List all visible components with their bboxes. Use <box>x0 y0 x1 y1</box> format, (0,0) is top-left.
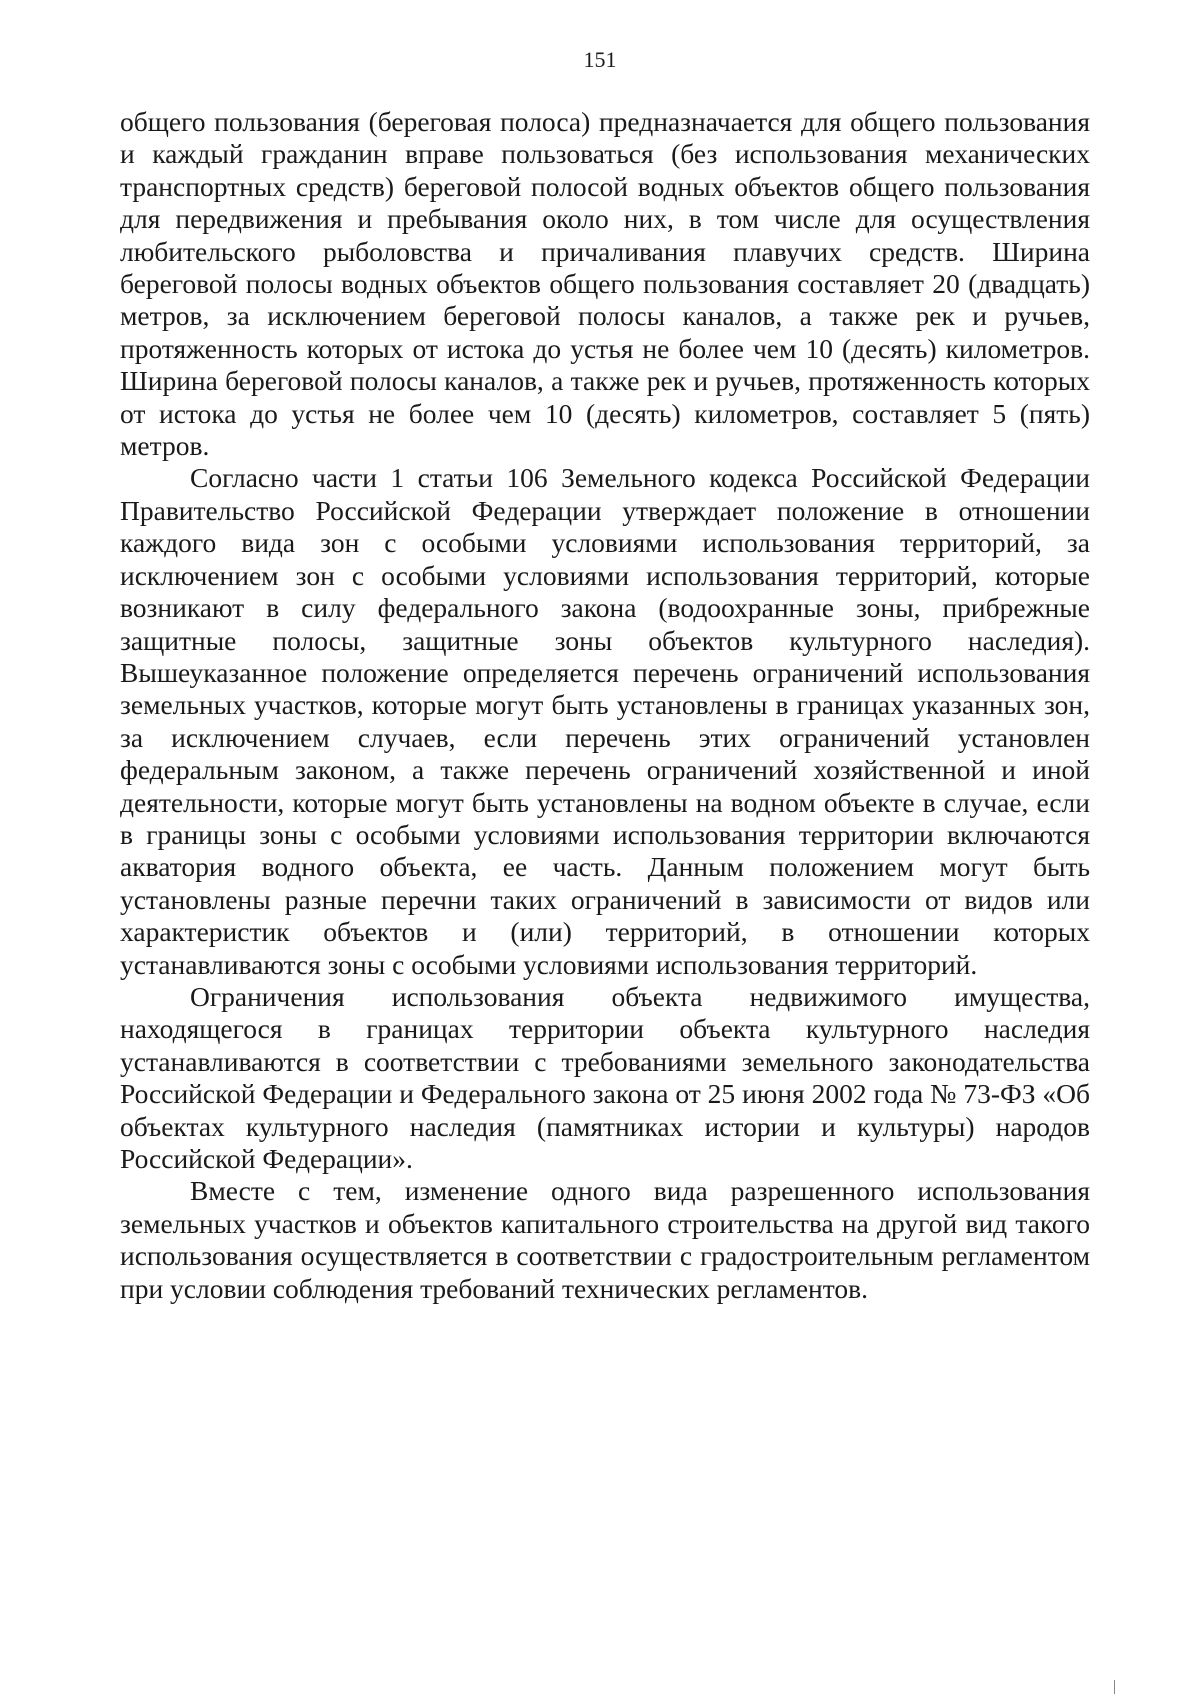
body-text <box>120 106 1090 1305</box>
paragraph-cultural-heritage: Ограничения использования объекта недвижимого имущества, находящегося в границах территории объекта культурного наследия устанавливаются в соответствии с требованиями земельного законодательства Российской Федерации и Федерального закона от 25 июня 2002 года № 73-ФЗ «Об объектах культурного наследия (памятниках истории и культуры) народов Российской Федерации». <box>120 980 1090 1174</box>
paragraph-land-code-zones: Согласно части 1 статьи 106 Земельного кодекса Российской Федерации Правительство Российской Федерации утверждает положение в отношении каждого вида зон с особыми условиями использования территорий, за исключением зон с особыми условиями использования территорий, которые возникают в силу федерального закона (водоохранные зоны, прибрежные защитные полосы, защитные зоны объектов культурного наследия). Вышеуказанное положение определяется перечень ограничений использования земельных участков, которые могут быть установлены в границах указанных зон, за исключением случаев, если перечень этих ограничений установлен федеральным законом, а также перечень ограничений хозяйственной и иной деятельности, которые могут быть установлены на водном объекте в случае, если в границы зоны с особыми условиями использования территории включаются акватория водного объекта, ее часть. Данным положением могут быть установлены разные перечни таких ограничений в зависимости от видов или характеристик объектов и (или) территорий, в отношении которых устанавливаются зоны с особыми условиями использования территорий. <box>120 462 1090 980</box>
paragraph-shore-strip: общего пользования (береговая полоса) предназначается для общего пользования и каждый гражданин вправе пользоваться (без использования механических транспортных средств) береговой полосой водных объектов общего пользования для передвижения и пребывания около них, в том числе для осуществления любительского рыболовства и причаливания плавучих средств. Ширина береговой полосы водных объектов общего пользования составляет 20 (двадцать) метров, за исключением береговой полосы каналов, а также рек и ручьев, протяженность которых от истока до устья не более чем 10 (десять) километров. Ширина береговой полосы каналов, а также рек и ручьев, протяженность которых от истока до устья не более чем 10 (десять) километров, составляет 5 (пять) метров. <box>120 106 1090 462</box>
paragraph-permitted-use-change: Вместе с тем, изменение одного вида разрешенного использования земельных участков и объектов капитального строительства на другой вид такого использования осуществляется в соответствии с градостроительным регламентом при условии соблюдения требований технических регламентов. <box>120 1175 1090 1304</box>
page-number: 151 <box>583 47 617 72</box>
scan-artifact-mark <box>1114 1680 1115 1694</box>
